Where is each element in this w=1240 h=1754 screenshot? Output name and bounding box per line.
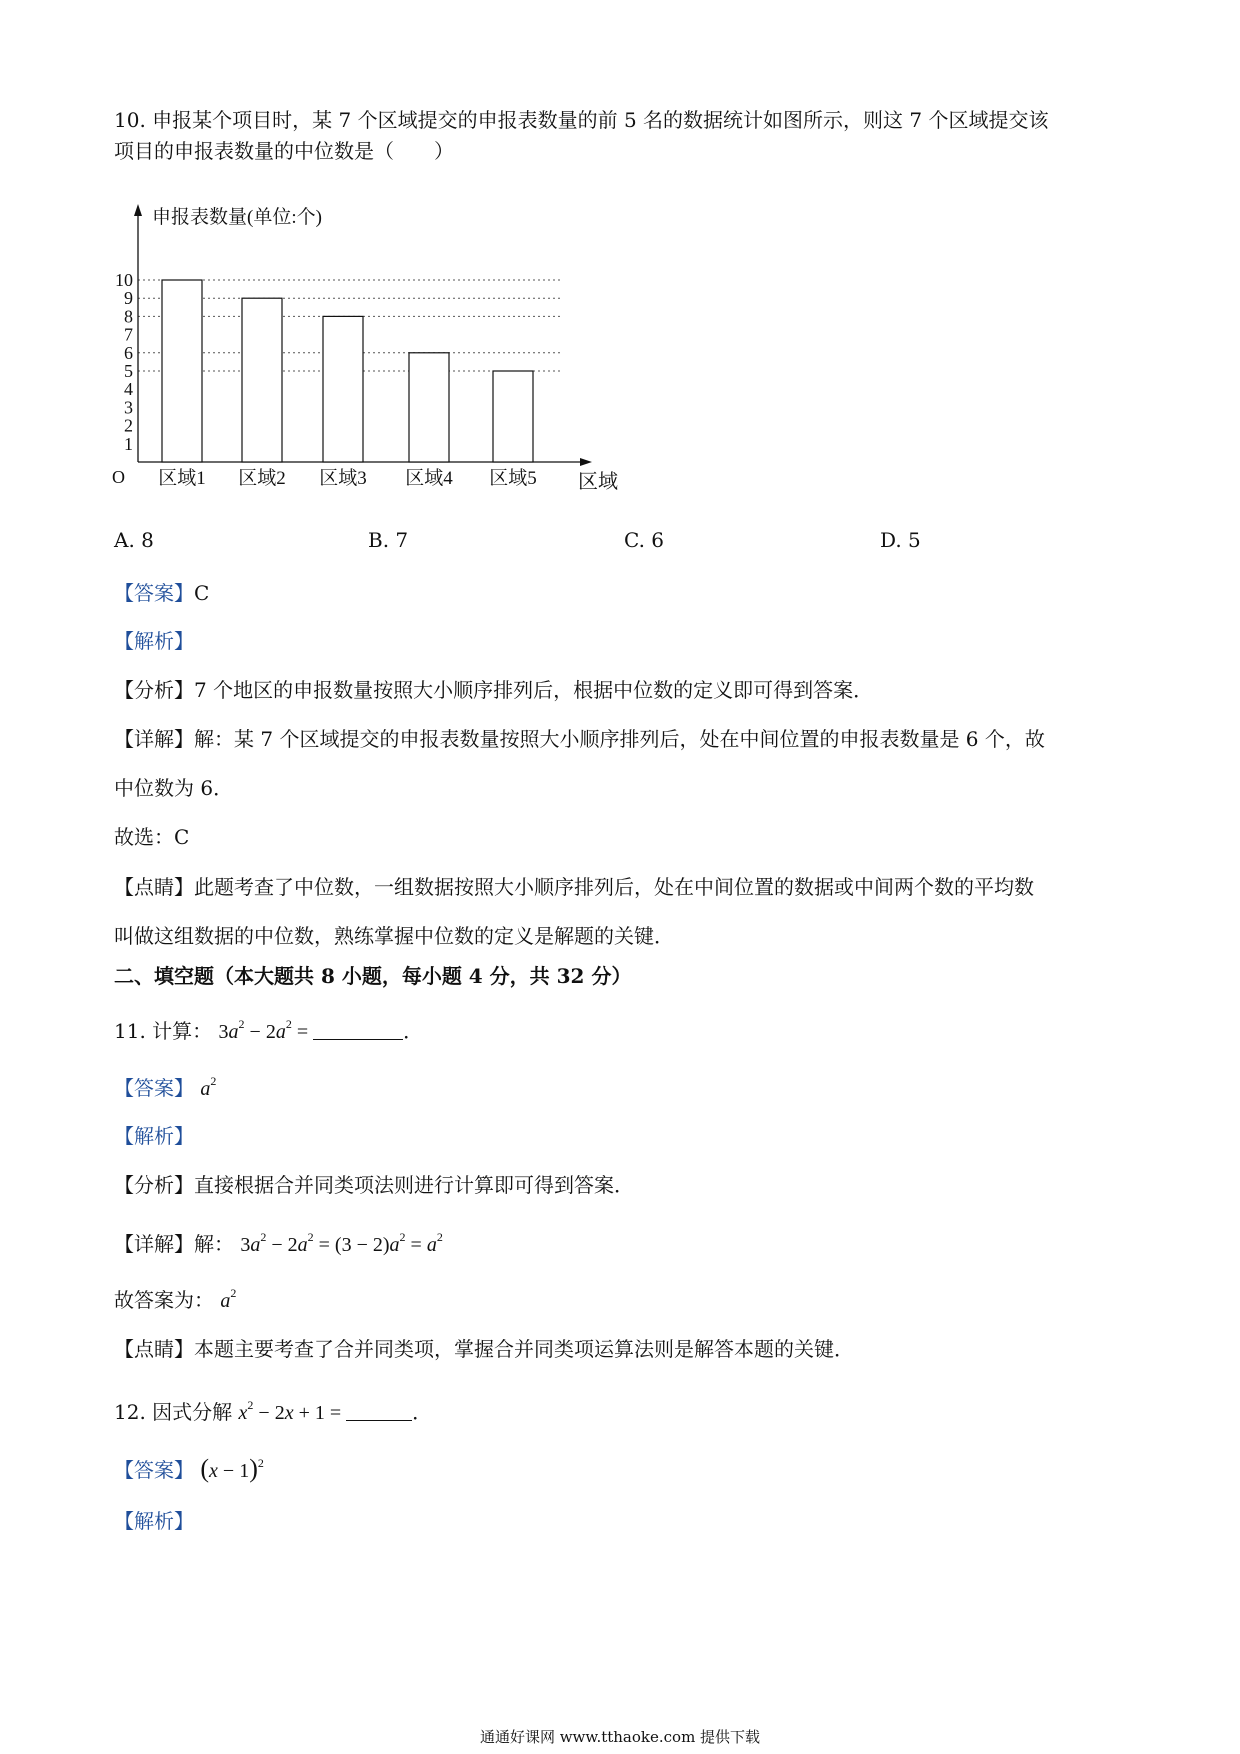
q11-guanswer-expr bbox=[220, 1286, 237, 1312]
q11-expression bbox=[218, 1017, 314, 1043]
q10-fenxi bbox=[114, 675, 873, 705]
option-c: C. 6 bbox=[624, 528, 665, 552]
y-axis-arrow bbox=[134, 204, 142, 216]
q11-dianjing bbox=[114, 1334, 854, 1364]
q10-dianjing-line1 bbox=[114, 872, 1034, 902]
option-d: D. 5 bbox=[880, 528, 921, 552]
q10-xiangjie-line1 bbox=[114, 724, 1045, 754]
option-b: B. 7 bbox=[368, 528, 409, 552]
answer-tag: 【答案】 bbox=[114, 581, 194, 605]
x-axis-label: 区域 bbox=[578, 471, 618, 493]
q11-var1: a bbox=[228, 1021, 239, 1043]
q12-answer-expr bbox=[200, 1454, 264, 1483]
bar-5 bbox=[493, 371, 533, 462]
y-tick-label: 3 bbox=[124, 397, 133, 418]
y-tick-label: 10 bbox=[115, 270, 133, 290]
x-tick-label: 区域4 bbox=[405, 468, 453, 489]
q11-coef1: 3 bbox=[218, 1021, 229, 1043]
xj-exp3: 2 bbox=[399, 1230, 406, 1244]
section-2-title: 二、填空题（本大题共 8 小题，每小题 4 分，共 32 分） bbox=[114, 964, 632, 988]
q11-answer-expr bbox=[200, 1074, 217, 1100]
q10-xiangjie-line2: 中位数为 6． bbox=[114, 776, 234, 800]
q11-answer-exp: 2 bbox=[210, 1074, 217, 1088]
q12-answer-var: x bbox=[209, 1460, 218, 1482]
bar-1 bbox=[162, 280, 202, 462]
q10-answer bbox=[114, 578, 209, 608]
y-tick-label: 1 bbox=[124, 433, 133, 454]
x-axis-arrow bbox=[580, 458, 592, 466]
q12-period: ． bbox=[412, 1400, 433, 1424]
q11-exp2: 2 bbox=[285, 1017, 292, 1031]
q12-stem bbox=[114, 1390, 432, 1428]
jiexi-tag: 【解析】 bbox=[114, 629, 194, 653]
q12-answer-blank bbox=[346, 1402, 412, 1421]
q11-period: ． bbox=[403, 1019, 424, 1043]
q11-answer-var: a bbox=[200, 1078, 211, 1100]
y-tick-label: 8 bbox=[124, 306, 133, 327]
xiangjie-tag: 【详解】 bbox=[114, 727, 194, 751]
answer-value: C bbox=[194, 581, 210, 605]
x-tick-label: 区域2 bbox=[238, 468, 286, 489]
q12-exp: 2 bbox=[247, 1398, 254, 1412]
answer-tag: 【答案】 bbox=[114, 1076, 194, 1100]
fenxi-text: 直接根据合并同类项法则进行计算即可得到答案． bbox=[194, 1173, 634, 1197]
q11-eq: = bbox=[291, 1021, 314, 1043]
paren-open: ( bbox=[200, 1454, 210, 1483]
xj-exp1: 2 bbox=[260, 1230, 267, 1244]
q12-jiexi bbox=[114, 1506, 194, 1536]
fenxi-tag: 【分析】 bbox=[114, 1173, 194, 1197]
option-a: A. 8 bbox=[114, 528, 154, 552]
q11-op: − bbox=[244, 1021, 266, 1043]
guanswer-prefix: 故答案为： bbox=[114, 1288, 214, 1312]
y-tick-label: 2 bbox=[124, 415, 133, 436]
answer-tag: 【答案】 bbox=[114, 1458, 194, 1482]
xj-d: = bbox=[405, 1234, 427, 1256]
q12-expression bbox=[238, 1398, 347, 1424]
bar-3 bbox=[323, 316, 363, 462]
xiangjie-tag: 【详解】 bbox=[114, 1232, 194, 1256]
dianjing-text: 此题考查了中位数，一组数据按照大小顺序排列后，处在中间位置的数据或中间两个数的平均数 bbox=[194, 875, 1034, 899]
bar-chart bbox=[100, 200, 620, 500]
q11-coef2: 2 bbox=[265, 1021, 276, 1043]
y-tick-label: 5 bbox=[124, 361, 133, 381]
q11-answer-blank bbox=[313, 1021, 403, 1040]
jiexi-tag: 【解析】 bbox=[114, 1509, 194, 1533]
bar-2 bbox=[242, 298, 282, 462]
dianjing-text: 本题主要考查了合并同类项，掌握合并同类项运算法则是解答本题的关键． bbox=[194, 1337, 854, 1361]
q11-guanswer bbox=[114, 1278, 236, 1316]
q11-var2: a bbox=[275, 1021, 286, 1043]
q12-prefix: 12. 因式分解 bbox=[114, 1400, 233, 1424]
origin-label: O bbox=[112, 467, 125, 487]
y-tick-label: 9 bbox=[124, 288, 133, 309]
xj-var1: a bbox=[250, 1234, 261, 1256]
q11-xiangjie-expr bbox=[240, 1230, 443, 1256]
xj-b: − 2 bbox=[266, 1234, 298, 1256]
q11-xiangjie bbox=[114, 1222, 443, 1260]
xj-a: 3 bbox=[240, 1234, 251, 1256]
q12-answer-exp: 2 bbox=[257, 1456, 264, 1470]
y-tick-label: 4 bbox=[124, 379, 133, 400]
footer: 通通好课网 www.tthaoke.com 提供下载 bbox=[479, 1728, 761, 1746]
q11-stem bbox=[114, 1009, 423, 1047]
y-tick-label: 7 bbox=[124, 324, 133, 345]
dianjing-tag: 【点睛】 bbox=[114, 1337, 194, 1361]
q10-dianjing-line2: 叫做这组数据的中位数，熟练掌握中位数的定义是解题的关键． bbox=[114, 924, 674, 948]
ga-exp: 2 bbox=[230, 1286, 237, 1300]
x-tick-label: 区域3 bbox=[319, 468, 367, 489]
q11-jiexi bbox=[114, 1121, 194, 1151]
xj-exp2: 2 bbox=[307, 1230, 314, 1244]
q11-fenxi bbox=[114, 1170, 634, 1200]
xj-var3: a bbox=[389, 1234, 400, 1256]
dianjing-tag: 【点睛】 bbox=[114, 875, 194, 899]
x-tick-label: 区域5 bbox=[489, 468, 537, 489]
xj-c: = (3 − 2) bbox=[313, 1234, 390, 1256]
q12-rest2: + 1 = bbox=[293, 1402, 347, 1424]
q10-stem-line2: 项目的申报表数量的中位数是（ ） bbox=[114, 139, 454, 163]
fenxi-text: 7 个地区的申报数量按照大小顺序排列后，根据中位数的定义即可得到答案． bbox=[194, 678, 874, 702]
q12-var2: x bbox=[284, 1402, 294, 1424]
q12-rest1: − 2 bbox=[253, 1402, 285, 1424]
ga-var: a bbox=[220, 1290, 231, 1312]
fenxi-tag: 【分析】 bbox=[114, 678, 194, 702]
q11-exp1: 2 bbox=[238, 1017, 245, 1031]
q12-answer-inner: − 1 bbox=[217, 1460, 250, 1482]
bar-4 bbox=[409, 353, 449, 462]
q11-prefix: 11. 计算： bbox=[114, 1019, 213, 1043]
xiangjie-text: 解：某 7 个区域提交的申报表数量按照大小顺序排列后，处在中间位置的申报表数量是 6 个，故 bbox=[194, 727, 1045, 751]
xj-var2: a bbox=[297, 1234, 308, 1256]
paren-close: ) bbox=[249, 1454, 258, 1483]
xj-var4: a bbox=[426, 1234, 437, 1256]
q10-jiexi bbox=[114, 626, 194, 656]
q12-var1: x bbox=[238, 1402, 248, 1424]
xiangjie-prefix: 解： bbox=[194, 1232, 234, 1256]
y-axis-label: 申报表数量(单位:个) bbox=[152, 207, 322, 228]
q10-stem-line1: 10. 申报某个项目时，某 7 个区域提交的申报表数量的前 5 名的数据统计如图所示，则这 7 个区域提交该 bbox=[114, 108, 1049, 132]
q11-answer bbox=[114, 1066, 216, 1104]
q10-guxuan: 故选：C bbox=[114, 825, 190, 849]
q12-answer bbox=[114, 1448, 264, 1486]
xj-exp4: 2 bbox=[436, 1230, 443, 1244]
x-tick-label: 区域1 bbox=[158, 468, 206, 489]
jiexi-tag: 【解析】 bbox=[114, 1124, 194, 1148]
y-tick-label: 6 bbox=[124, 342, 133, 363]
